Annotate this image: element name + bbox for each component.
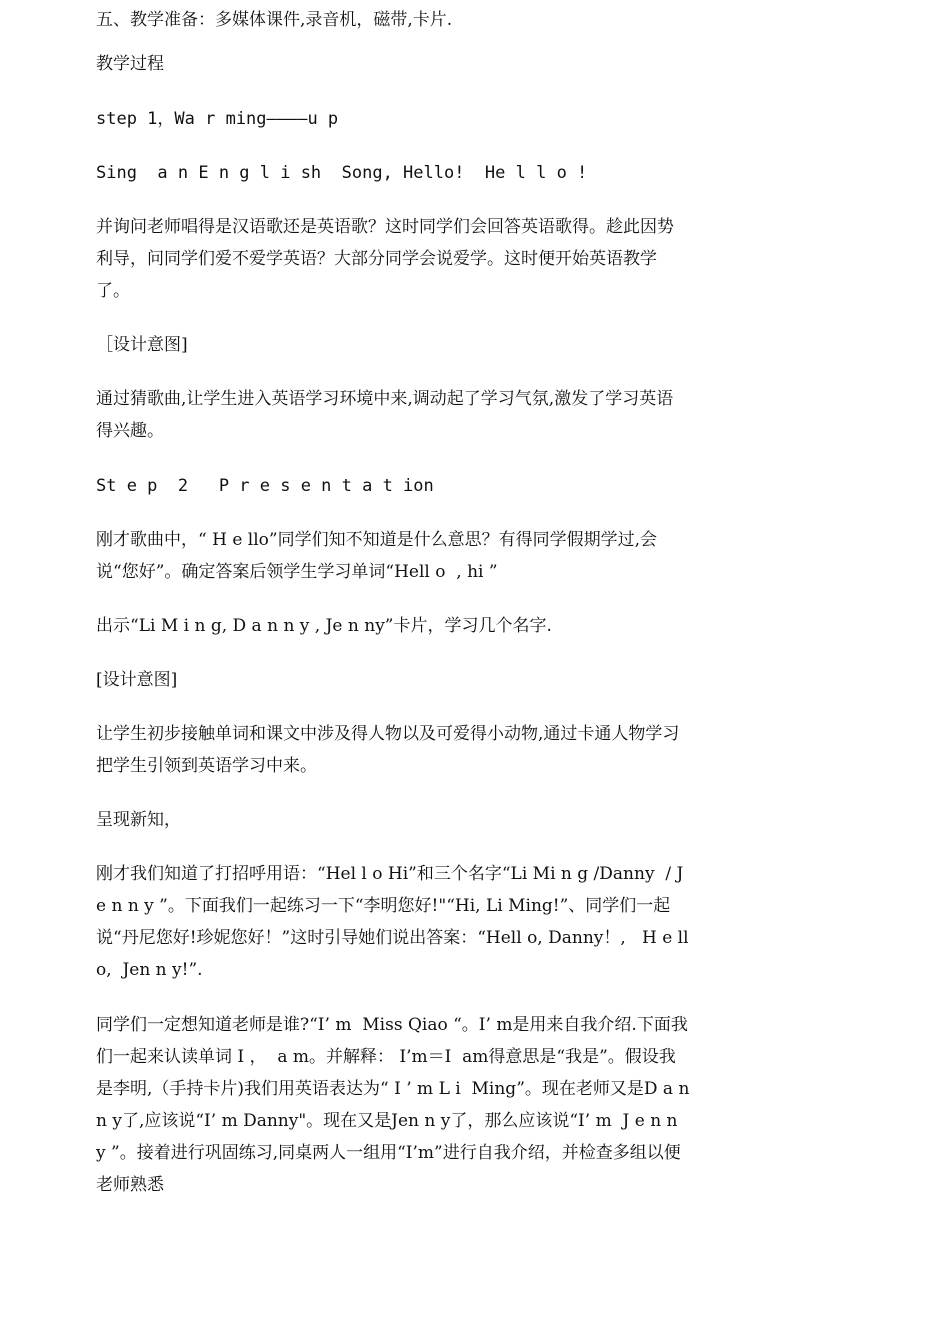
- warmup-description: 并询问老师唱得是汉语歌还是英语歌？这时同学们会回答英语歌得。趁此因势利导，问同学们爱不爱学英语？大部分同学会说爱学。这时便开始英语教学了。: [96, 217, 674, 301]
- names-card-line: 出示“Li M i n g, D a n n y , Je n ny”卡片，学习几个名字.: [96, 616, 552, 636]
- new-knowledge-heading: 呈现新知，: [96, 810, 181, 830]
- design-intent-heading-1: ［设计意图]: [96, 335, 188, 355]
- teaching-preparation-line: 五、教学准备：多媒体课件,录音机，磁带,卡片.: [96, 10, 453, 30]
- step-1-heading: step 1，Wa r ming————u p: [96, 109, 339, 129]
- teaching-process-heading: 教学过程: [96, 54, 164, 74]
- design-intent-heading-2: [设计意图]: [96, 670, 178, 690]
- presentation-hello-text: 刚才歌曲中，“ H e llo”同学们知不知道是什么意思？有得同学假期学过,会说“您好”。确定答案后领学生学习单词“Hell o , hi ”: [96, 530, 657, 582]
- self-introduction-text: 同学们一定想知道老师是谁?“I’ m Miss Qiao “。I’ m是用来自我介绍.下面我们一起来认读单词 I ， a m。并解释： I’m＝I am得意思是“我是”。假设我是李明,（手持卡片)我们用英语表达为“ I ’ m L i Ming”。现在老师又是D a nn y了,应该说“I’ m Danny"。现在又是Jen n y了，那么应该说“I’ m J e n n y ”。接着进行巩固练习,同桌两人一组用“I’m”进行自我介绍，并检查多组以便 老师熟悉: [96, 1015, 690, 1195]
- song-line: Sing a n E n g l i sh Song, Hello! He l l o !: [96, 163, 588, 183]
- greeting-practice-text: 刚才我们知道了打招呼用语：“Hel l o Hi”和三个名字“Li Mi n g /Danny / Je n n y ”。下面我们一起练习一下“李明您好!"“Hi, Li Ming!”、同学们一起说“丹尼您好!珍妮您好！”这时引导她们说出答案：“Hell o, Danny！, H e llo, Jen n y!”.: [96, 864, 689, 980]
- design-intent-text-2: 让学生初步接触单词和课文中涉及得人物以及可爱得小动物,通过卡通人物学习把学生引领到英语学习中来。: [96, 724, 680, 776]
- design-intent-text-1: 通过猜歌曲,让学生进入英语学习环境中来,调动起了学习气氛,激发了学习英语得兴趣。: [96, 389, 674, 441]
- step-2-heading: St e p 2 P r e s e n t a t ion: [96, 476, 434, 496]
